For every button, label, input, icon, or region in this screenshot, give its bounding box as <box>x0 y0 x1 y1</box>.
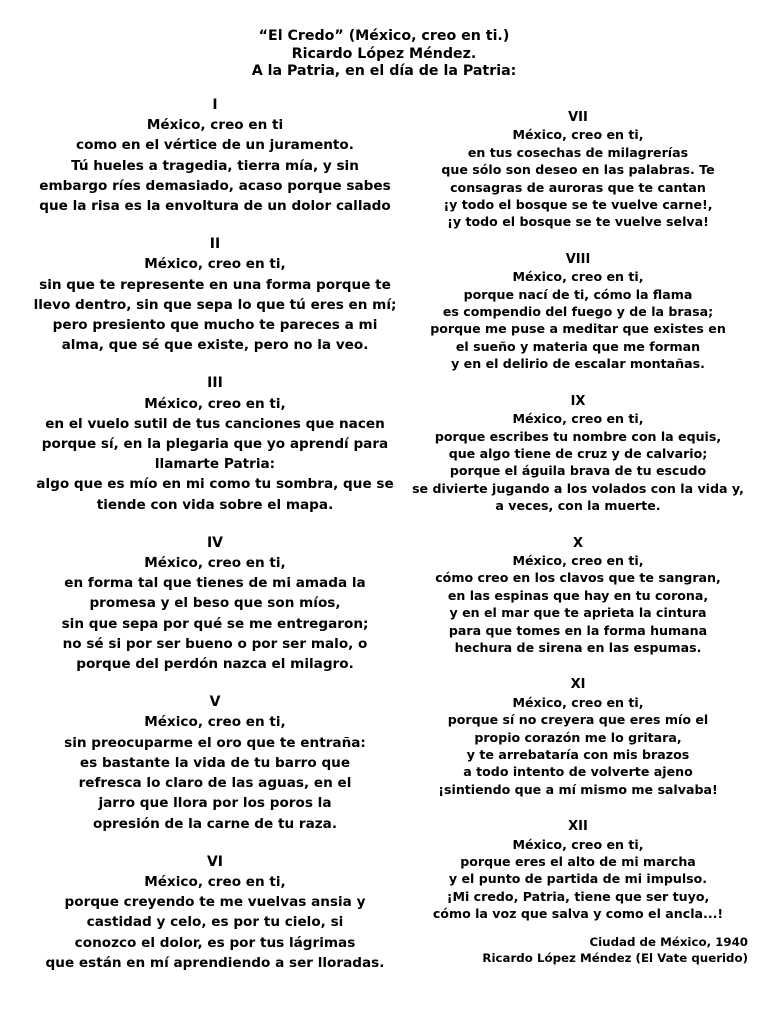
stanza-line: porque del perdón nazca el milagro. <box>76 656 354 673</box>
stanza-line: en tus cosechas de milagrerías <box>467 144 689 160</box>
stanza-line: consagras de auroras que te cantan <box>450 179 706 195</box>
stanza-line: propio corazón me lo gritara, <box>474 729 682 745</box>
stanza-line: sin que te represente en una forma porque te <box>39 276 391 293</box>
signature-place-date: Ciudad de México, 1940 <box>589 935 748 949</box>
stanza-numeral: II <box>209 236 221 253</box>
stanza-line: México, creo en ti, <box>512 694 644 710</box>
signature-author: Ricardo López Méndez (El Vate querido) <box>482 951 748 965</box>
stanza-line: México, creo en ti, <box>144 873 286 890</box>
left-column <box>30 95 400 991</box>
stanza-line: México, creo en ti, <box>512 269 644 285</box>
stanza-line: en el vuelo sutil de tus canciones que nacen <box>45 415 385 432</box>
stanza-numeral: I <box>212 97 218 113</box>
stanza <box>30 852 400 973</box>
stanza <box>408 251 748 373</box>
stanza-line: México, creo en ti, <box>512 127 644 143</box>
poem-title: “El Credo” (México, creo en ti.) <box>258 28 510 44</box>
stanza-line: sin preocuparme el oro que te entraña: <box>64 734 366 751</box>
stanza-line: llevo dentro, sin que sepa lo que tú eres en mí; <box>33 296 397 313</box>
stanza-line: opresión de la carne de tu raza. <box>92 815 338 832</box>
stanza <box>408 676 748 798</box>
stanza <box>30 692 400 833</box>
stanza-line: ¡Mi credo, Patria, tiene que ser tuyo, <box>446 888 710 904</box>
stanza-line: refresca lo claro de las aguas, en el <box>78 775 352 792</box>
stanza-line: México, creo en ti, <box>512 552 644 568</box>
stanza-line: que están en mí aprendiendo a ser lloradas. <box>45 954 385 971</box>
stanza-line: alma, que sé que existe, pero no la veo. <box>61 337 369 354</box>
stanza-line: promesa y el beso que son míos, <box>89 595 341 612</box>
stanza-line: castidad y celo, es por tu cielo, si <box>86 914 344 931</box>
stanza-line: como en el vértice de un juramento. <box>76 137 354 154</box>
stanza-line: que la risa es la envoltura de un dolor callado <box>39 198 391 215</box>
stanza-line: en forma tal que tienes de mi amada la <box>64 575 366 592</box>
stanza-line: algo que es mío en mi como tu sombra, que se <box>36 476 394 493</box>
stanza-line: porque escribes tu nombre con la equis, <box>434 428 722 444</box>
stanza-line: ¡y todo el bosque se te vuelve carne!, <box>443 197 713 213</box>
stanza-numeral: V <box>209 694 221 711</box>
stanza-numeral: IV <box>206 534 224 551</box>
stanza-line: embargo ríes demasiado, acaso porque sabes <box>39 177 391 194</box>
stanza-numeral: VII <box>568 110 588 125</box>
stanza-line: porque creyendo te me vuelvas ansia y <box>64 894 366 911</box>
stanza-line: pero presiento que mucho te pareces a mi <box>52 317 378 334</box>
stanza-line: y el punto de partida de mi impulso. <box>448 871 708 887</box>
stanza-line: México, creo en ti, <box>144 555 286 572</box>
stanza-line: a todo intento de volverte ajeno <box>463 764 693 780</box>
stanza-line: porque nací de ti, cómo la flama <box>463 286 693 302</box>
stanza-line: cómo creo en los clavos que te sangran, <box>435 570 721 586</box>
stanza-line: porque sí, en la plegaria que yo aprendí para <box>41 436 389 453</box>
stanza <box>408 818 748 922</box>
stanza-numeral: XII <box>568 819 588 835</box>
stanza-line: es bastante la vida de tu barro que <box>79 754 351 771</box>
stanza-line: ¡y todo el bosque se te vuelve selva! <box>447 214 709 230</box>
stanza-line: que algo tiene de cruz y de calvario; <box>448 445 708 461</box>
stanza-line: y en el delirio de escalar montañas. <box>451 356 705 372</box>
stanza-line: que sólo son deseo en las palabras. Te <box>441 162 715 178</box>
stanza-line: México, creo en ti, <box>144 395 286 412</box>
stanza-line: tiende con vida sobre el mapa. <box>96 496 334 513</box>
stanza-line: a veces, con la muerte. <box>495 498 661 514</box>
poem-header <box>0 28 768 81</box>
stanza-line: y en el mar que te aprieta la cintura <box>449 605 707 621</box>
stanza-numeral: III <box>207 375 223 392</box>
stanza-line: México, creo en ti, <box>144 714 286 731</box>
stanza-line: México, creo en ti, <box>512 411 644 427</box>
stanza <box>408 535 748 657</box>
stanza-line: sin que sepa por qué se me entregaron; <box>61 615 369 632</box>
stanza-line: no sé si por ser bueno o por ser malo, o <box>62 635 368 652</box>
stanza-line: el sueño y materia que me forman <box>455 338 701 354</box>
stanza-line: es compendio del fuego y de la brasa; <box>442 304 714 320</box>
stanza-line: para que tomes en la forma humana <box>448 622 708 638</box>
stanza-line: llamarte Patria: <box>154 456 276 473</box>
stanza-line: Tú hueles a tragedia, tierra mía, y sin <box>71 157 359 174</box>
stanza-line: cómo la voz que salva y como el ancla...! <box>432 906 724 922</box>
poem-dedication: A la Patria, en el día de la Patria: <box>251 63 517 79</box>
stanza <box>408 109 748 231</box>
stanza-line: porque sí no creyera que eres mío el <box>447 712 709 728</box>
stanza-line: conozco el dolor, es por tus lágrimas <box>74 934 356 951</box>
stanza-line: México, creo en ti, <box>512 836 644 852</box>
stanza-line: se divierte jugando a los volados con la vida y, <box>412 480 744 496</box>
stanza-line: ¡sintiendo que a mí mismo me salvaba! <box>438 781 718 797</box>
stanza-line: porque eres el alto de mi marcha <box>460 854 696 870</box>
stanza-numeral: XI <box>570 677 586 693</box>
stanza-line: en las espinas que hay en tu corona, <box>447 587 709 603</box>
stanza <box>30 234 400 355</box>
stanza-line: porque me puse a meditar que existes en <box>430 321 726 337</box>
stanza-numeral: VIII <box>565 251 591 267</box>
poem-author: Ricardo López Méndez. <box>291 45 477 62</box>
stanza-line: México, creo en ti <box>146 117 284 134</box>
stanza-line: hechura de sirena en las espumas. <box>454 639 702 655</box>
stanza <box>30 373 400 514</box>
stanza-line: jarro que llora por los poros la <box>98 795 332 812</box>
stanza-line: México, creo en ti, <box>144 256 286 273</box>
signature-block <box>482 934 748 966</box>
stanza-numeral: VI <box>206 853 224 870</box>
stanza <box>30 533 400 674</box>
stanza-line: y te arrebataría con mis brazos <box>466 747 690 762</box>
right-column <box>408 109 748 943</box>
stanza <box>408 393 748 515</box>
stanza <box>30 95 400 216</box>
stanza-line: porque el águila brava de tu escudo <box>449 463 707 479</box>
stanza-numeral: IX <box>570 393 586 409</box>
stanza-numeral: X <box>572 535 584 551</box>
